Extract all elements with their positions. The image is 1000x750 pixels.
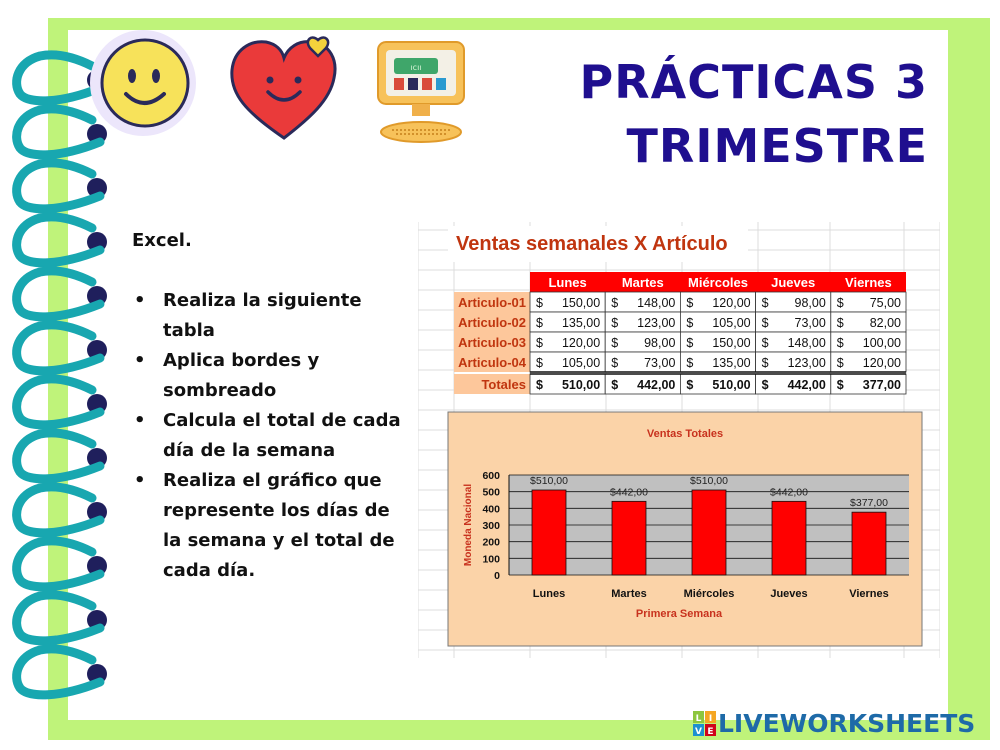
column-header: Jueves xyxy=(771,275,816,290)
cell-value: 135,00 xyxy=(712,356,751,370)
bar-data-label: $442,00 xyxy=(610,486,648,499)
cell-value: 120,00 xyxy=(862,356,901,370)
cell-value: 100,00 xyxy=(862,336,901,350)
x-axis-label: Primera Semana xyxy=(635,608,723,620)
cell-value: 135,00 xyxy=(561,316,601,330)
cell-currency: $ xyxy=(536,356,543,370)
heart-icon xyxy=(226,36,342,146)
chart-bar xyxy=(772,501,806,575)
cell-currency: $ xyxy=(836,336,844,350)
spreadsheet-svg xyxy=(418,222,940,658)
cell-currency: $ xyxy=(686,296,694,310)
instructions-heading: Excel. xyxy=(132,230,192,251)
cell-currency: $ xyxy=(761,316,769,330)
title-line-2: TRIMESTRE xyxy=(626,119,928,173)
cell-value: 105,00 xyxy=(561,356,601,370)
bar-data-label: $510,00 xyxy=(530,475,568,487)
cell-currency: $ xyxy=(611,316,619,330)
cell-currency: $ xyxy=(836,316,844,330)
cell-value: 150,00 xyxy=(712,336,751,350)
cell-value: 510,00 xyxy=(712,378,751,392)
svg-text:ıcıı: ıcıı xyxy=(410,63,422,72)
cell-currency: $ xyxy=(611,336,619,350)
y-tick-label: 0 xyxy=(494,570,500,582)
computer-icon xyxy=(372,36,472,148)
cell-value: 75,00 xyxy=(869,296,901,310)
title-line-1: PRÁCTICAS 3 xyxy=(579,55,928,109)
column-header: Viernes xyxy=(845,275,892,290)
cell-value: 123,00 xyxy=(637,316,676,330)
cell-currency: $ xyxy=(611,378,619,392)
cell-value: 377,00 xyxy=(862,378,901,392)
liveworksheets-brand xyxy=(692,708,992,740)
instructions-list xyxy=(132,286,412,586)
svg-text:V: V xyxy=(695,727,702,737)
cell-value: 442,00 xyxy=(787,378,826,392)
sheet-title: Ventas semanales X Artículo xyxy=(456,233,728,255)
cell-value: 120,00 xyxy=(561,336,601,350)
column-header: Martes xyxy=(621,275,664,290)
chart-bar xyxy=(612,501,646,575)
page-title xyxy=(508,50,928,178)
smiley-icon xyxy=(88,28,198,138)
instruction-item: • Realiza la siguiente tabla xyxy=(132,286,412,346)
cell-currency: $ xyxy=(686,378,694,392)
x-tick-label: Viernes xyxy=(849,588,889,600)
y-tick-label: 400 xyxy=(482,503,500,516)
spreadsheet-image xyxy=(418,222,940,658)
cell-currency: $ xyxy=(536,378,543,392)
chart-bar xyxy=(532,490,566,575)
cell-currency: $ xyxy=(536,336,543,350)
chart-bar xyxy=(692,490,726,575)
x-tick-label: Martes xyxy=(611,588,647,600)
chart-title: Ventas Totales xyxy=(646,428,724,440)
row-label: Articulo-03 xyxy=(458,335,526,350)
cell-currency: $ xyxy=(761,378,769,392)
bar-data-label: $442,00 xyxy=(770,486,808,499)
y-tick-label: 200 xyxy=(482,536,500,549)
y-tick-label: 600 xyxy=(482,470,500,482)
bar-data-label: $510,00 xyxy=(690,475,728,487)
cell-currency: $ xyxy=(836,356,844,370)
column-header: Lunes xyxy=(548,275,587,290)
cell-value: 150,00 xyxy=(561,296,601,310)
cell-value: 123,00 xyxy=(787,356,826,370)
row-label: Articulo-04 xyxy=(458,355,526,370)
cell-currency: $ xyxy=(686,336,694,350)
brand-name: LIVEWORKSHEETS xyxy=(718,709,976,738)
instruction-item: • Realiza el gráfico que represente los días de la semana y el total de cada día. xyxy=(132,466,412,586)
cell-currency: $ xyxy=(686,316,694,330)
cell-value: 148,00 xyxy=(637,296,676,310)
svg-text:L: L xyxy=(695,714,702,724)
x-tick-label: Lunes xyxy=(532,588,566,600)
x-tick-label: Miércoles xyxy=(683,588,735,600)
cell-value: 98,00 xyxy=(794,296,826,310)
x-tick-label: Jueves xyxy=(770,588,808,600)
cell-currency: $ xyxy=(761,356,769,370)
instruction-item: • Calcula el total de cada día de la semana xyxy=(132,406,412,466)
instruction-item: • Aplica bordes y sombreado xyxy=(132,346,412,406)
cell-currency: $ xyxy=(611,356,619,370)
svg-text:E: E xyxy=(707,727,714,737)
cell-value: 148,00 xyxy=(787,336,826,350)
cell-currency: $ xyxy=(686,356,694,370)
cell-currency: $ xyxy=(836,296,844,310)
y-tick-label: 100 xyxy=(482,553,500,566)
row-label: Articulo-02 xyxy=(458,315,526,330)
liveworksheets-logo-icon xyxy=(692,710,718,738)
cell-value: 442,00 xyxy=(637,378,676,392)
cell-value: 105,00 xyxy=(712,316,751,330)
cell-value: 510,00 xyxy=(561,378,601,392)
cell-currency: $ xyxy=(536,316,543,330)
cell-currency: $ xyxy=(761,336,769,350)
cell-currency: $ xyxy=(761,296,769,310)
column-header: Miércoles xyxy=(688,275,748,290)
row-label: Articulo-01 xyxy=(458,295,526,310)
cell-value: 120,00 xyxy=(712,296,751,310)
cell-value: 73,00 xyxy=(794,316,826,330)
bar-data-label: $377,00 xyxy=(850,497,888,510)
cell-value: 98,00 xyxy=(644,336,676,350)
y-tick-label: 300 xyxy=(482,520,500,532)
cell-currency: $ xyxy=(836,378,844,392)
cell-value: 82,00 xyxy=(869,316,901,330)
chart-bar xyxy=(852,512,886,575)
cell-currency: $ xyxy=(536,296,543,310)
cell-value: 73,00 xyxy=(644,356,676,370)
cell-currency: $ xyxy=(611,296,619,310)
y-tick-label: 500 xyxy=(482,486,500,499)
svg-text:I: I xyxy=(708,714,713,724)
y-axis-label: Moneda Nacional xyxy=(463,483,474,567)
row-label: Totales xyxy=(481,377,526,392)
instructions-panel xyxy=(132,226,412,586)
